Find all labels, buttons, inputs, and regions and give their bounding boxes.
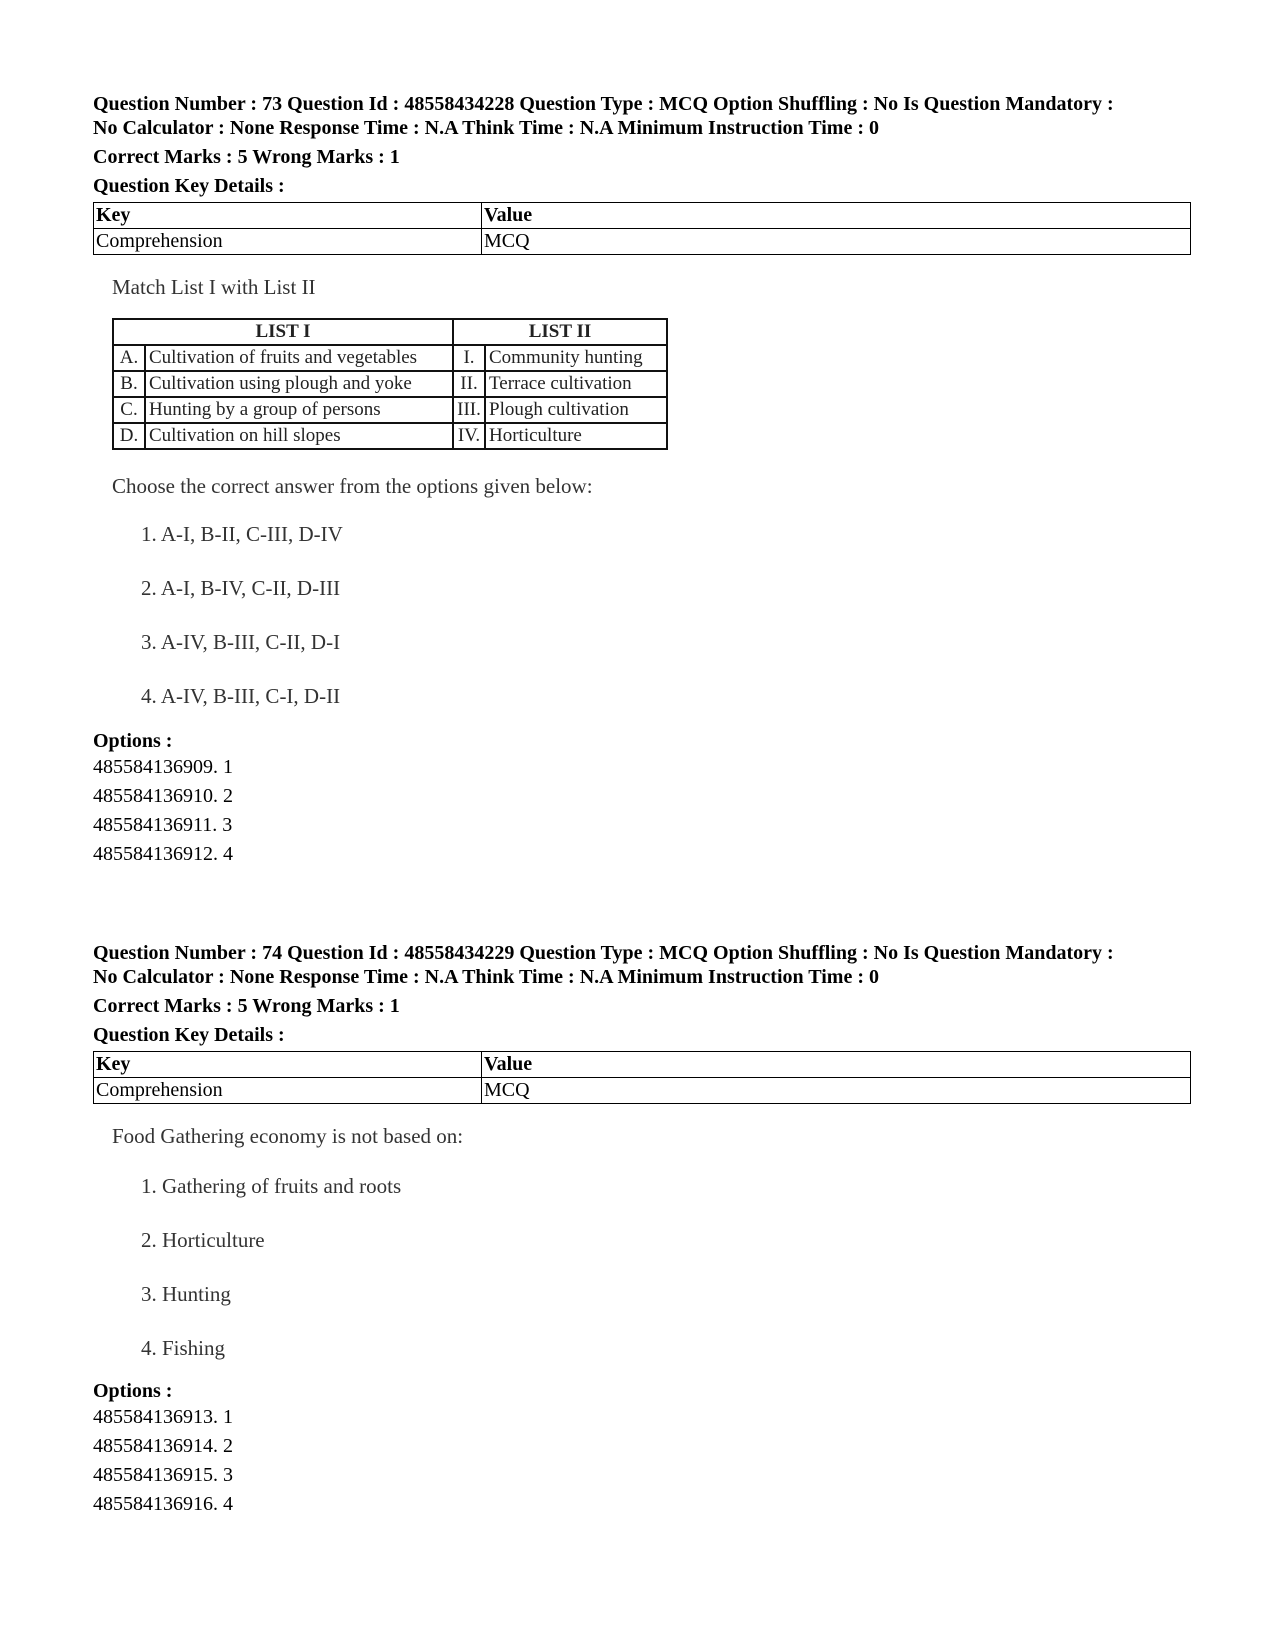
marks-line: Correct Marks : 5 Wrong Marks : 1 [93, 995, 400, 1017]
key-cell: Comprehension [94, 1078, 482, 1104]
list-1-item: Cultivation using plough and yoke [145, 371, 453, 397]
list-1-letter: C. [113, 397, 145, 423]
list-2-item: Horticulture [485, 423, 667, 449]
question-73 [93, 92, 1193, 869]
value-header: Value [482, 1052, 1191, 1078]
choice-item: 4. Fishing [141, 1336, 226, 1360]
match-row [113, 397, 667, 423]
match-table [112, 318, 668, 450]
instruction-text: Choose the correct answer from the options given below: [112, 474, 593, 498]
question-74 [93, 941, 1193, 1519]
key-details-table [93, 1051, 1191, 1104]
choice-item: 1. Gathering of fruits and roots [141, 1174, 402, 1198]
list-2-numeral: III. [453, 397, 485, 423]
question-stem: Food Gathering economy is not based on: [112, 1124, 464, 1148]
question-meta-line1: Question Number : 74 Question Id : 48558434229 Question Type : MCQ Option Shuffling : No Is Question Mandatory : [93, 942, 1114, 964]
list-2-item: Community hunting [485, 345, 667, 371]
key-table-row [94, 229, 1191, 255]
list-1-letter: A. [113, 345, 145, 371]
option-item: 485584136912. 4 [93, 843, 233, 865]
key-table-header-row [94, 203, 1191, 229]
choice-item: 1. A-I, B-II, C-III, D-IV [141, 522, 343, 546]
option-item: 485584136913. 1 [93, 1406, 233, 1428]
match-row [113, 423, 667, 449]
choice-item: 4. A-IV, B-III, C-I, D-II [141, 684, 341, 708]
question-image [93, 275, 1193, 735]
option-item: 485584136909. 1 [93, 756, 233, 778]
key-table-header-row [94, 1052, 1191, 1078]
match-row [113, 345, 667, 371]
key-table-row [94, 1078, 1191, 1104]
choice-list [93, 1171, 1193, 1387]
option-item: 485584136915. 3 [93, 1464, 233, 1486]
match-table-header-row [113, 319, 667, 345]
question-stem: Match List I with List II [112, 275, 316, 299]
list-1-item: Cultivation on hill slopes [145, 423, 453, 449]
list-2-item: Plough cultivation [485, 397, 667, 423]
value-header: Value [482, 203, 1191, 229]
choice-item: 2. A-I, B-IV, C-II, D-III [141, 576, 341, 600]
list-1-letter: B. [113, 371, 145, 397]
list-2-numeral: I. [453, 345, 485, 371]
key-header: Key [94, 1052, 482, 1078]
value-cell: MCQ [482, 1078, 1191, 1104]
list-2-numeral: IV. [453, 423, 485, 449]
key-details-label: Question Key Details : [93, 1024, 285, 1046]
key-details-table [93, 202, 1191, 255]
value-cell: MCQ [482, 229, 1191, 255]
question-image [93, 1124, 1193, 1387]
marks-line: Correct Marks : 5 Wrong Marks : 1 [93, 146, 400, 168]
key-header: Key [94, 203, 482, 229]
list-2-item: Terrace cultivation [485, 371, 667, 397]
choice-item: 3. Hunting [141, 1282, 231, 1306]
option-item: 485584136914. 2 [93, 1435, 233, 1457]
key-cell: Comprehension [94, 229, 482, 255]
option-item: 485584136910. 2 [93, 785, 233, 807]
choice-item: 2. Horticulture [141, 1228, 265, 1252]
options-label: Options : [93, 730, 173, 752]
options-label: Options : [93, 1380, 173, 1402]
question-meta-line2: No Calculator : None Response Time : N.A Think Time : N.A Minimum Instruction Time : 0 [93, 966, 879, 988]
match-row [113, 371, 667, 397]
choice-list [93, 519, 1193, 735]
question-meta-line1: Question Number : 73 Question Id : 48558434228 Question Type : MCQ Option Shuffling : No Is Question Mandatory : [93, 93, 1114, 115]
list-2-numeral: II. [453, 371, 485, 397]
option-item: 485584136916. 4 [93, 1493, 233, 1515]
list-2-header: LIST II [453, 319, 667, 345]
list-1-item: Hunting by a group of persons [145, 397, 453, 423]
list-1-item: Cultivation of fruits and vegetables [145, 345, 453, 371]
list-1-letter: D. [113, 423, 145, 449]
question-meta-line2: No Calculator : None Response Time : N.A Think Time : N.A Minimum Instruction Time : 0 [93, 117, 879, 139]
choice-item: 3. A-IV, B-III, C-II, D-I [141, 630, 341, 654]
option-item: 485584136911. 3 [93, 814, 233, 836]
key-details-label: Question Key Details : [93, 175, 285, 197]
list-1-header: LIST I [113, 319, 453, 345]
